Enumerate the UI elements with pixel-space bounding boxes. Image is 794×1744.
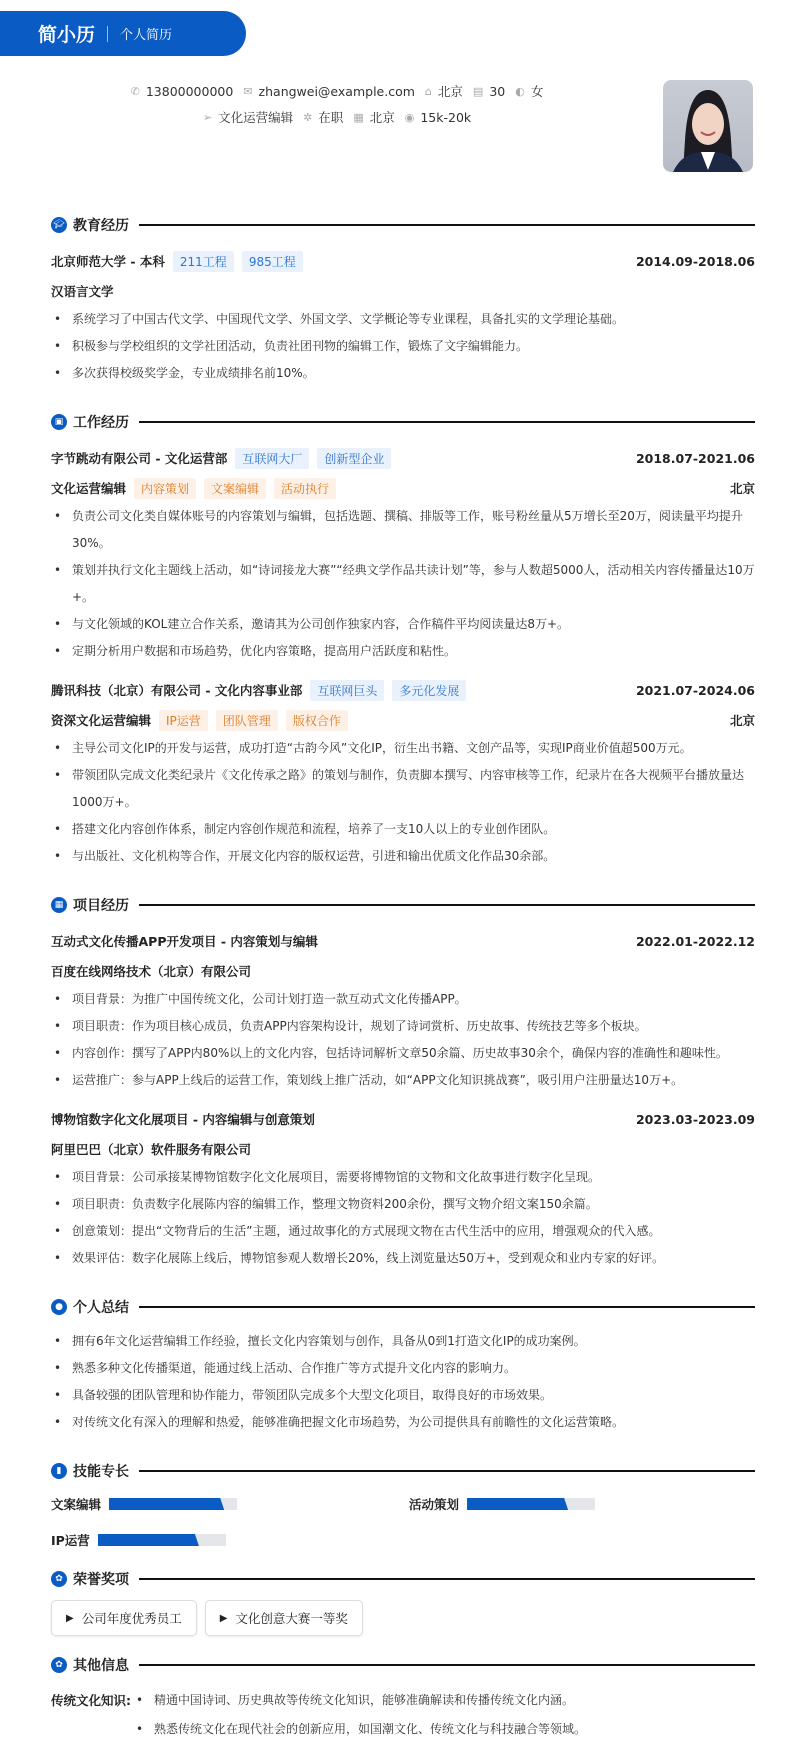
bullet-item: • 项目背景：为推广中国传统文化，公司计划打造一款互动式文化传播APP。: [51, 986, 755, 1013]
contact-text: 在职: [318, 110, 344, 125]
skill-bar: [467, 1498, 595, 1510]
project-entry: [51, 1104, 755, 1272]
project-bullets: [51, 1164, 755, 1272]
divider: [139, 1664, 755, 1666]
skill-bar-fill: [109, 1498, 224, 1510]
skill-tag: 版权合作: [286, 710, 348, 731]
school: 北京师范大学 - 本科: [51, 254, 165, 269]
skill-name: 文案编辑: [51, 1497, 102, 1512]
skills-list: [51, 1492, 755, 1552]
divider: [139, 1306, 755, 1308]
city: 北京: [729, 481, 755, 496]
play-triangle-icon: ▶: [66, 1612, 74, 1624]
tag: 互联网巨头: [310, 680, 384, 701]
project-header: [51, 1104, 755, 1134]
award-badge: [205, 1600, 363, 1636]
project-company-row: [51, 956, 755, 986]
other-label: 传统文化知识:: [51, 1693, 131, 1708]
skill-tag: 活动执行: [274, 478, 336, 499]
skill-bar: [98, 1534, 226, 1546]
company-group: [51, 448, 391, 469]
info-icon: ✿: [51, 1657, 67, 1673]
work-bullets: [51, 503, 755, 665]
contact-text: 30: [489, 83, 506, 99]
role-row: [51, 705, 755, 735]
city: 北京: [729, 713, 755, 728]
bullet-item: • 熟悉传统文化在现代社会的创新应用，如国潮文化、传统文化与科技融合等领域。: [133, 1715, 755, 1744]
date: 2018.07-2021.06: [635, 450, 755, 466]
date: 2023.03-2023.09: [635, 1111, 755, 1127]
other-info: [51, 1686, 755, 1744]
contact-item: [353, 108, 394, 126]
contact-item: [473, 82, 505, 100]
award-text: 文化创意大赛一等奖: [235, 1611, 348, 1626]
section-awards: [51, 1566, 755, 1592]
bullet-item: • 带领团队完成文化类纪录片《文化传承之路》的策划与制作，负责脚本撰写、内容审核等工作，纪录片在各大视频平台播放量达1000万+。: [51, 762, 755, 816]
section-education: [51, 212, 755, 238]
user-icon: ●: [51, 1299, 67, 1315]
contact-item: [131, 82, 234, 100]
status-icon: ✲: [303, 110, 313, 124]
project-company: 阿里巴巴（北京）软件服务有限公司: [51, 1142, 252, 1157]
date: 2022.01-2022.12: [635, 933, 755, 949]
bullet-item: • 项目背景：公司承接某博物馆数字化文化展项目，需要将博物馆的文物和文化故事进行数字化呈现。: [51, 1164, 755, 1191]
divider: [139, 904, 755, 906]
contact-item: [405, 108, 471, 126]
work-entry: [51, 443, 755, 665]
education-bullets: [51, 306, 755, 387]
bullet-item: • 负责公司文化类自媒体账号的内容策划与编辑，包括选题、撰稿、排版等工作，账号粉丝量从5万增长至20万，阅读量平均提升30%。: [51, 503, 755, 557]
contact-text: 北京: [369, 110, 395, 125]
home-icon: ⌂: [424, 84, 432, 98]
bullet-item: • 对传统文化有深入的理解和热爱，能够准确把握文化市场趋势，为公司提供具有前瞻性的文化运营策略。: [51, 1409, 755, 1436]
gender-icon: ◐: [515, 84, 525, 98]
work-header: [51, 675, 755, 705]
skill-item: [51, 1528, 409, 1552]
divider: [139, 1578, 755, 1580]
company: 字节跳动有限公司 - 文化运营部: [51, 451, 228, 466]
company: 腾讯科技（北京）有限公司 - 文化内容事业部: [51, 683, 303, 698]
bullet-item: • 项目职责：负责数字化展陈内容的编辑工作，整理文物资料200余份，撰写文物介绍文案150余篇。: [51, 1191, 755, 1218]
skill-tag: 团队管理: [216, 710, 278, 731]
contact-text: 文化运营编辑: [218, 110, 294, 125]
award-icon: ✿: [51, 1571, 67, 1587]
skill-tag: IP运营: [159, 710, 208, 731]
bullet-item: • 运营推广：参与APP上线后的运营工作，策划线上推广活动，如“APP文化知识挑战赛”，吸引用户注册量达10万+。: [51, 1067, 755, 1094]
work-entry: [51, 675, 755, 870]
tag: 互联网大厂: [235, 448, 309, 469]
building-icon: ▦: [353, 110, 364, 124]
bullet-item: • 积极参与学校组织的文学社团活动，负责社团刊物的编辑工作，锻炼了文字编辑能力。: [51, 333, 755, 360]
bullet-item: • 熟悉多种文化传播渠道，能通过线上活动、合作推广等方式提升文化内容的影响力。: [51, 1355, 755, 1382]
company-group: [51, 680, 466, 701]
bullet-item: • 与文化领域的KOL建立合作关系，邀请其为公司创作独家内容，合作稿件平均阅读量达8万+。: [51, 611, 755, 638]
phone-icon: ✆: [130, 84, 140, 98]
section-title: 技能专长: [73, 1464, 129, 1480]
skill-tag: 文案编辑: [204, 478, 266, 499]
work-header: [51, 443, 755, 473]
skill-item: [51, 1492, 409, 1516]
contact-text: 13800000000: [145, 83, 234, 99]
role-group: [51, 478, 336, 499]
contact-item: [425, 82, 463, 100]
tag: 创新型企业: [317, 448, 391, 469]
section-work: [51, 409, 755, 435]
project-header: [51, 926, 755, 956]
award-text: 公司年度优秀员工: [81, 1611, 182, 1626]
divider: [139, 224, 755, 226]
section-projects: [51, 892, 755, 918]
briefcase-icon: ▣: [51, 414, 67, 430]
project-bullets: [51, 986, 755, 1094]
contact-item: [303, 108, 343, 126]
bullet-item: • 多次获得校级奖学金，专业成绩排名前10%。: [51, 360, 755, 387]
project-company-row: [51, 1134, 755, 1164]
bullet-item: • 创意策划：提出“文物背后的生活”主题，通过故事化的方式展现文物在古代生活中的应用，增强观众的代入感。: [51, 1218, 755, 1245]
project-name: 博物馆数字化文化展项目 - 内容编辑与创意策划: [51, 1112, 315, 1127]
bullet-item: • 效果评估：数字化展陈上线后，博物馆参观人数增长20%，线上浏览量达50万+，受到观众和业内专家的好评。: [51, 1245, 755, 1272]
award-badge: [51, 1600, 197, 1636]
role-group: [51, 710, 348, 731]
contact-text: 15k-20k: [420, 109, 472, 125]
logo: 简小历: [38, 24, 96, 46]
send-icon: ➢: [202, 110, 213, 124]
mail-icon: ✉: [243, 84, 253, 98]
bullet-item: • 具备较强的团队管理和协作能力，带领团队完成多个大型文化项目，取得良好的市场效果。: [51, 1382, 755, 1409]
project-entry: [51, 926, 755, 1094]
contact-text: 北京: [437, 84, 463, 99]
date: 2014.09-2018.06: [635, 253, 755, 269]
role-row: [51, 473, 755, 503]
date: 2021.07-2024.06: [635, 682, 755, 698]
contact-text: 女: [530, 84, 544, 99]
bullet-item: • 与出版社、文化机构等合作，开展文化内容的版权运营，引进和输出优质文化作品30余部。: [51, 843, 755, 870]
skill-bar: [109, 1498, 237, 1510]
age-icon: ▤: [472, 84, 484, 98]
contact-item: [515, 82, 543, 100]
skill-bar-fill: [98, 1534, 199, 1546]
skill-tag: 内容策划: [134, 478, 196, 499]
graduation-cap-icon: 🎓︎: [51, 217, 67, 233]
project-company: 百度在线网络技术（北京）有限公司: [51, 964, 252, 979]
grid-icon: ▦: [51, 897, 67, 913]
project-name: 互动式文化传播APP开发项目 - 内容策划与编辑: [51, 934, 318, 949]
contact-item: [203, 108, 293, 126]
bullet-item: • 系统学习了中国古代文学、中国现代文学、外国文学、文学概论等专业课程，具备扎实的文学理论基础。: [51, 306, 755, 333]
role: 资深文化运营编辑: [51, 713, 152, 728]
bullet-item: • 精通中国诗词、历史典故等传统文化知识，能够准确解读和传播传统文化内涵。: [133, 1686, 755, 1715]
skill-item: [409, 1492, 755, 1516]
bullet-item: • 拥有6年文化运营编辑工作经验，擅长文化内容策划与创作，具备从0到1打造文化IP的成功案例。: [51, 1328, 755, 1355]
contact-item: [243, 82, 415, 100]
section-title: 荣誉奖项: [73, 1572, 129, 1588]
skill-name: 活动策划: [409, 1497, 460, 1512]
play-triangle-icon: ▶: [219, 1612, 228, 1624]
section-title: 教育经历: [73, 218, 129, 234]
tag: 211工程: [173, 251, 234, 272]
section-title: 项目经历: [73, 898, 129, 914]
role: 文化运营编辑: [51, 481, 127, 496]
salary-icon: ◉: [404, 110, 415, 124]
bullet-item: • 主导公司文化IP的开发与运营，成功打造“古韵今风”文化IP，衍生出书籍、文创产品等，实现IP商业价值超500万元。: [51, 735, 755, 762]
divider: [139, 421, 755, 423]
brand-subtitle: 个人简历: [120, 28, 173, 43]
contact-text: zhangwei@example.com: [258, 83, 415, 99]
section-title: 其他信息: [73, 1658, 129, 1674]
brand-header: [0, 11, 246, 56]
tag: 985工程: [242, 251, 303, 272]
section-skills: [51, 1458, 755, 1484]
bullet-item: • 搭建文化内容创作体系，制定内容创作规范和流程，培养了一支10人以上的专业创作团队。: [51, 816, 755, 843]
education-header: [51, 246, 755, 276]
bullet-item: • 策划并执行文化主题线上活动，如“诗词接龙大赛”“经典文学作品共读计划”等，参与人数超5000人，活动相关内容传播量达10万+。: [51, 557, 755, 611]
skill-name: IP运营: [51, 1533, 90, 1548]
resume-body: [51, 198, 755, 1744]
skill-bar-fill: [467, 1498, 568, 1510]
major: 汉语言文学: [51, 284, 114, 299]
divider: [107, 26, 108, 42]
divider: [139, 1470, 755, 1472]
section-title: 个人总结: [73, 1300, 129, 1316]
summary-bullets: [51, 1328, 755, 1436]
work-bullets: [51, 735, 755, 870]
bullet-item: • 项目职责：作为项目核心成员，负责APP内容架构设计，规划了诗词赏析、历史故事、传统技艺等多个板块。: [51, 1013, 755, 1040]
other-bullets: [133, 1686, 755, 1744]
profile-photo: [663, 80, 753, 172]
tag: 多元化发展: [392, 680, 466, 701]
section-summary: [51, 1294, 755, 1320]
chart-icon: ▮: [51, 1463, 67, 1479]
bullet-item: • 定期分析用户数据和市场趋势，优化内容策略，提高用户活跃度和粘性。: [51, 638, 755, 665]
awards-list: [51, 1600, 755, 1636]
bullet-item: • 内容创作：撰写了APP内80%以上的文化内容，包括诗词解析文章50余篇、历史故事30余个，确保内容的准确性和趣味性。: [51, 1040, 755, 1067]
section-title: 工作经历: [73, 415, 129, 431]
section-other: [51, 1652, 755, 1678]
